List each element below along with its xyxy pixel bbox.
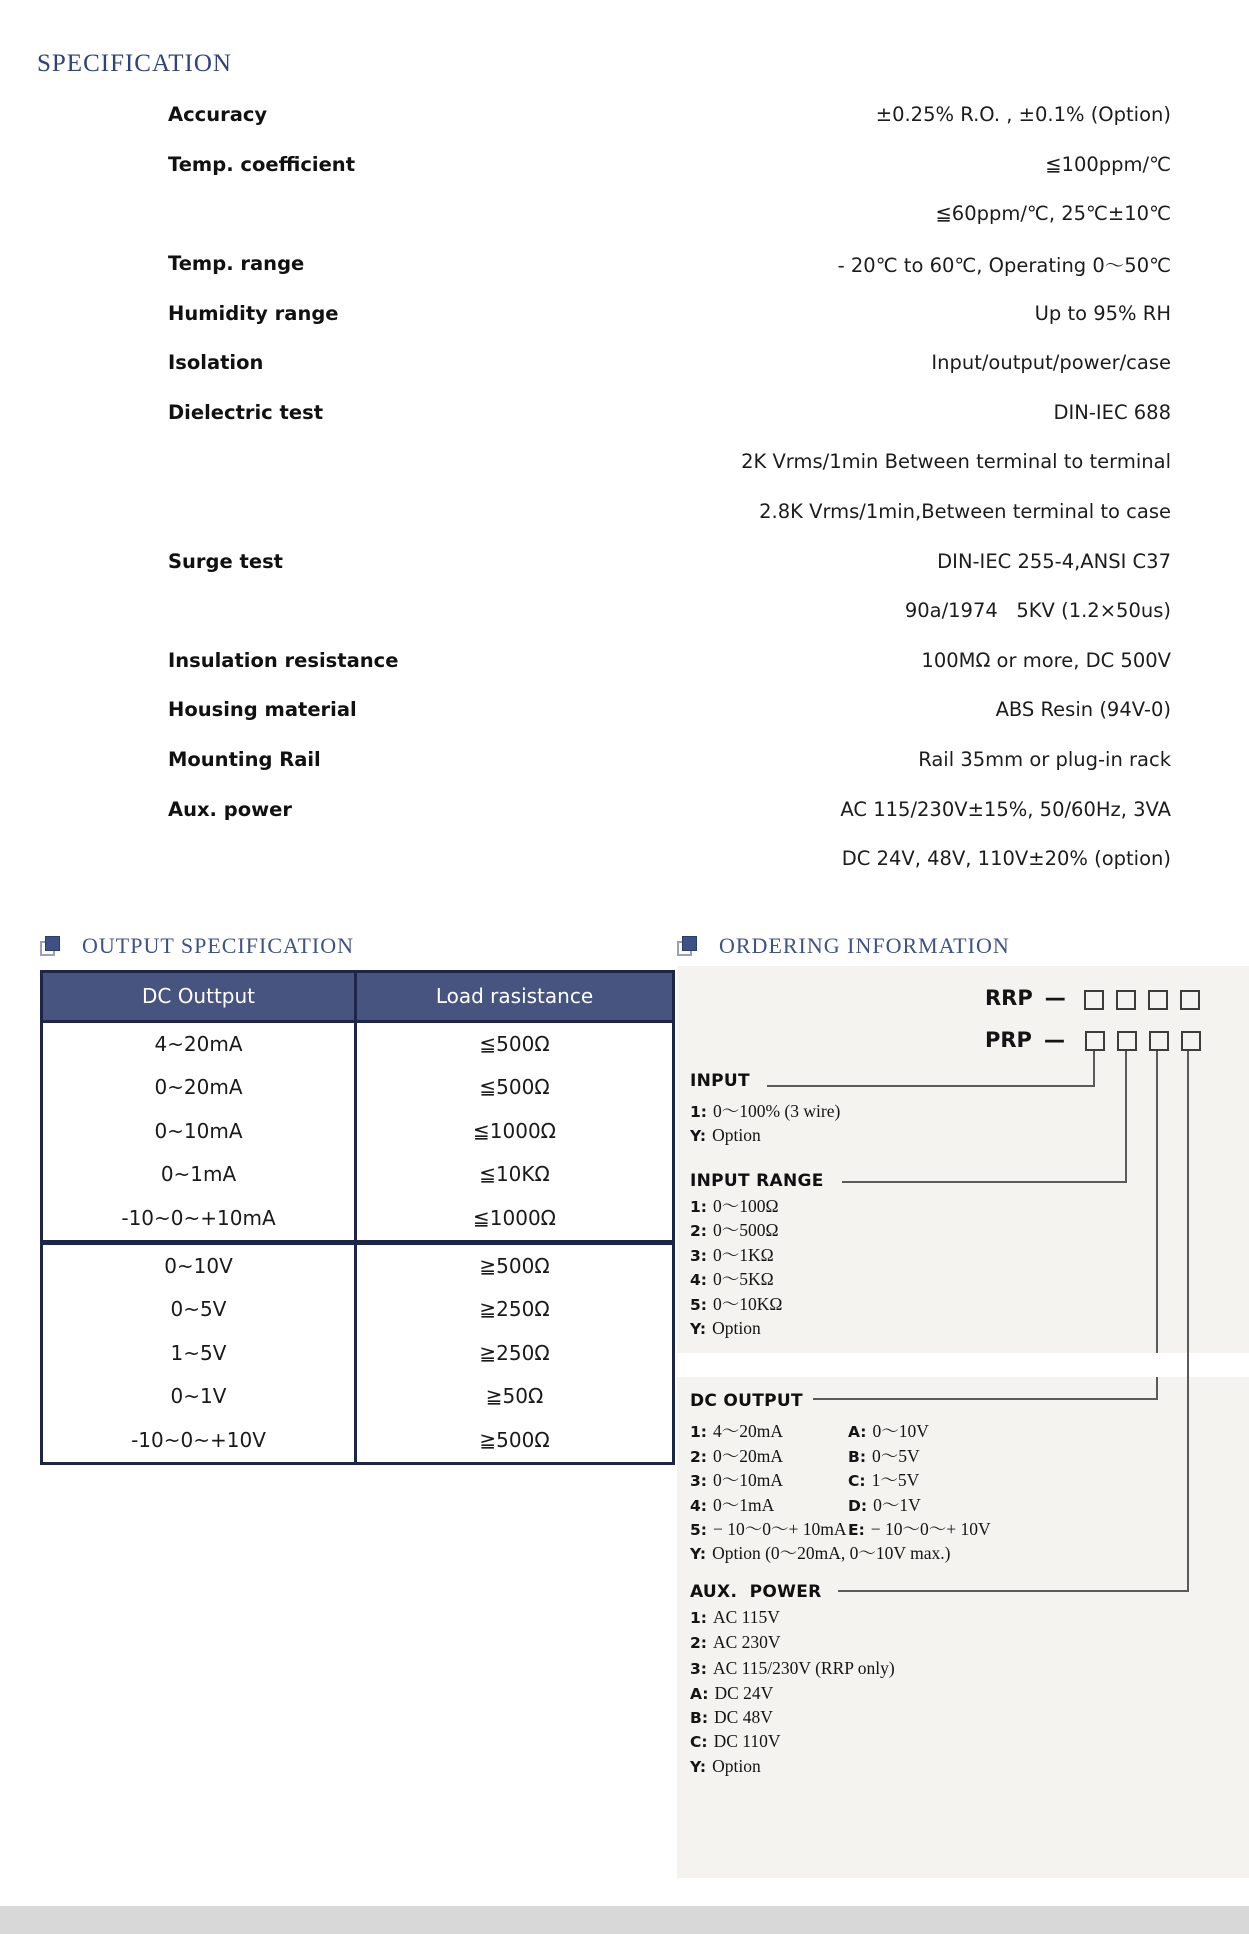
ordering-option: 4: 0～1mA xyxy=(690,1495,775,1515)
scan-gap-band xyxy=(677,1353,1249,1377)
spec-label: Surge test xyxy=(168,549,283,573)
table-row xyxy=(43,1023,672,1066)
dc-output-cell: 4~20mA xyxy=(43,1023,357,1066)
load-resistance-cell: ≦10KΩ xyxy=(479,1162,550,1187)
model-row-rrp xyxy=(985,986,1066,1010)
table-row xyxy=(43,1153,672,1196)
load-resistance-cell: ≦500Ω xyxy=(479,1075,550,1100)
overlap-squares-icon xyxy=(677,936,697,956)
connector-line-dc-output xyxy=(1156,1050,1158,1400)
ordering-section-label-input: INPUT xyxy=(690,1071,750,1091)
connector-line-input xyxy=(767,1085,1095,1087)
spec-row xyxy=(168,437,1171,487)
spec-row xyxy=(168,140,1171,190)
table-header-row xyxy=(43,973,672,1023)
dc-output-cell: -10~0~+10mA xyxy=(43,1197,357,1240)
spec-label: Temp. range xyxy=(168,252,305,276)
digit-box xyxy=(1180,990,1200,1010)
voltage-output-group xyxy=(43,1240,672,1462)
column-header-load-resistance: Load rasistance xyxy=(435,984,594,1008)
spec-value: AC 115/230V±15%, 50/60Hz, 3VA xyxy=(840,797,1171,821)
table-row xyxy=(43,1332,672,1375)
spec-row xyxy=(168,735,1171,785)
spec-value: Input/output/power/case xyxy=(931,351,1171,375)
spec-row xyxy=(168,239,1171,289)
table-row xyxy=(43,1419,672,1462)
spec-value: ≦60ppm/℃, 25℃±10℃ xyxy=(935,202,1171,226)
load-resistance-cell: ≧500Ω xyxy=(479,1253,550,1278)
output-table xyxy=(40,970,675,1465)
spec-value: ±0.25% R.O. , ±0.1% (Option) xyxy=(875,103,1171,127)
spec-value: 2.8K Vrms/1min,Between terminal to case xyxy=(759,500,1171,524)
connector-line-input xyxy=(1093,1050,1095,1087)
dc-output-cell: 1~5V xyxy=(43,1332,357,1375)
ordering-option: A: 0～10V xyxy=(848,1421,929,1441)
spec-row xyxy=(168,189,1171,239)
load-resistance-cell: ≧50Ω xyxy=(485,1384,544,1409)
ordering-section-label-input-range: INPUT RANGE xyxy=(690,1171,824,1191)
spec-row xyxy=(168,834,1171,884)
section-heading-ordering-info xyxy=(677,931,1010,961)
spec-row xyxy=(168,636,1171,686)
digit-box xyxy=(1085,1031,1105,1051)
spec-value: DIN-IEC 255-4,ANSI C37 xyxy=(937,549,1171,573)
model-row-prp xyxy=(985,1028,1065,1052)
table-row xyxy=(43,1197,672,1240)
ordering-option: Y: Option xyxy=(690,1318,761,1338)
dc-output-cell: 0~10V xyxy=(43,1245,357,1288)
load-resistance-cell: ≦1000Ω xyxy=(473,1118,556,1143)
model-dash: — xyxy=(1044,986,1066,1010)
spec-value: ≦100ppm/℃ xyxy=(1045,152,1171,176)
dc-output-cell: 0~5V xyxy=(43,1288,357,1331)
spec-list xyxy=(168,90,1171,884)
dc-output-cell: 0~20mA xyxy=(43,1066,357,1109)
spec-label: Accuracy xyxy=(168,103,268,127)
table-row xyxy=(43,1245,672,1288)
load-resistance-cell: ≧250Ω xyxy=(479,1340,550,1365)
spec-label: Dielectric test xyxy=(168,400,324,424)
ordering-option: 3: 0～1KΩ xyxy=(690,1245,774,1265)
dc-output-cell: 0~1V xyxy=(43,1375,357,1418)
spec-row xyxy=(168,388,1171,438)
connector-line-aux-power xyxy=(1187,1050,1189,1592)
ordering-section-label-aux-power: AUX. POWER xyxy=(690,1582,822,1602)
ordering-option: 3: 0～10mA xyxy=(690,1470,783,1490)
spec-value: 90a/1974 5KV (1.2×50us) xyxy=(904,599,1171,623)
page-title: SPECIFICATION xyxy=(37,50,232,77)
load-resistance-cell: ≧250Ω xyxy=(479,1297,550,1322)
spec-label: Mounting Rail xyxy=(168,748,321,772)
section-title: ORDERING INFORMATION xyxy=(719,933,1010,958)
ordering-option: 1: 0～100% (3 wire) xyxy=(690,1101,841,1121)
ordering-option: Y: Option xyxy=(690,1125,761,1145)
ordering-option: A: DC 24V xyxy=(690,1683,774,1703)
ordering-option: 1: 4～20mA xyxy=(690,1421,783,1441)
spec-row xyxy=(168,685,1171,735)
spec-label: Aux. power xyxy=(168,797,292,821)
spec-value: 2K Vrms/1min Between terminal to terminal xyxy=(741,450,1171,474)
spec-value: DIN-IEC 688 xyxy=(1053,400,1171,424)
spec-value: Rail 35mm or plug-in rack xyxy=(918,748,1171,772)
ordering-option: 2: AC 230V xyxy=(690,1632,781,1652)
dc-output-cell: 0~1mA xyxy=(43,1153,357,1196)
current-output-group xyxy=(43,1023,672,1240)
spec-label: Housing material xyxy=(168,698,357,722)
connector-line-input-range xyxy=(1125,1050,1127,1183)
digit-box xyxy=(1116,990,1136,1010)
ordering-option: 4: 0～5KΩ xyxy=(690,1269,774,1289)
table-row xyxy=(43,1110,672,1153)
spec-value: - 20℃ to 60℃, Operating 0～50℃ xyxy=(837,253,1171,277)
digit-box xyxy=(1148,990,1168,1010)
spec-row xyxy=(168,487,1171,537)
ordering-option: 1: 0～100Ω xyxy=(690,1196,779,1216)
spec-row xyxy=(168,288,1171,338)
spec-row xyxy=(168,784,1171,834)
spec-value: Up to 95% RH xyxy=(1034,301,1171,325)
model-label: RRP xyxy=(985,986,1033,1010)
load-resistance-cell: ≦1000Ω xyxy=(473,1205,556,1230)
spec-value: DC 24V, 48V, 110V±20% (option) xyxy=(841,847,1171,871)
dc-output-cell: 0~10mA xyxy=(43,1110,357,1153)
digit-box xyxy=(1117,1031,1137,1051)
spec-label: Isolation xyxy=(168,351,264,375)
ordering-option: 2: 0～20mA xyxy=(690,1446,783,1466)
ordering-option: B: DC 48V xyxy=(690,1707,773,1727)
model-label: PRP xyxy=(985,1028,1032,1052)
load-resistance-cell: ≦500Ω xyxy=(479,1032,550,1056)
spec-label: Temp. coefficient xyxy=(168,152,356,176)
connector-line-dc-output xyxy=(813,1398,1158,1400)
section-heading-output-spec xyxy=(40,931,354,961)
section-title: OUTPUT SPECIFICATION xyxy=(82,933,355,958)
ordering-option: C: 1～5V xyxy=(848,1470,920,1490)
dc-output-cell: -10~0~+10V xyxy=(43,1419,357,1462)
spec-row xyxy=(168,586,1171,636)
model-dash: — xyxy=(1043,1028,1065,1052)
ordering-option: Y: Option (0～20mA, 0～10V max.) xyxy=(690,1543,951,1563)
table-row xyxy=(43,1066,672,1109)
ordering-option: E: − 10～0～+ 10V xyxy=(848,1519,991,1539)
digit-box xyxy=(1181,1031,1201,1051)
overlap-squares-icon xyxy=(40,936,60,956)
ordering-option: 1: AC 115V xyxy=(690,1607,780,1627)
ordering-option: D: 0～1V xyxy=(848,1495,921,1515)
connector-line-input-range xyxy=(842,1181,1127,1183)
spec-row xyxy=(168,90,1171,140)
ordering-option: 3: AC 115/230V (RRP only) xyxy=(690,1658,895,1678)
ordering-option: 5: − 10～0～+ 10mA xyxy=(690,1519,847,1539)
spec-label: Insulation resistance xyxy=(168,648,399,672)
ordering-option: 5: 0～10KΩ xyxy=(690,1294,783,1314)
page-bottom-scan-strip xyxy=(0,1906,1249,1934)
connector-line-aux-power xyxy=(838,1590,1189,1592)
spec-value: 100MΩ or more, DC 500V xyxy=(921,648,1171,672)
digit-box xyxy=(1084,990,1104,1010)
table-row xyxy=(43,1288,672,1331)
table-row xyxy=(43,1375,672,1418)
spec-row xyxy=(168,338,1171,388)
ordering-option: C: DC 110V xyxy=(690,1731,781,1751)
spec-row xyxy=(168,536,1171,586)
column-header-dc-output: DC Outtput xyxy=(43,973,357,1020)
spec-value: ABS Resin (94V-0) xyxy=(995,698,1171,722)
ordering-section-label-dc-output: DC OUTPUT xyxy=(690,1391,803,1411)
load-resistance-cell: ≧500Ω xyxy=(479,1427,550,1452)
spec-label: Humidity range xyxy=(168,301,339,325)
digit-box xyxy=(1149,1031,1169,1051)
ordering-option: Y: Option xyxy=(690,1756,761,1776)
ordering-option: 2: 0～500Ω xyxy=(690,1220,779,1240)
ordering-option: B: 0～5V xyxy=(848,1446,920,1466)
